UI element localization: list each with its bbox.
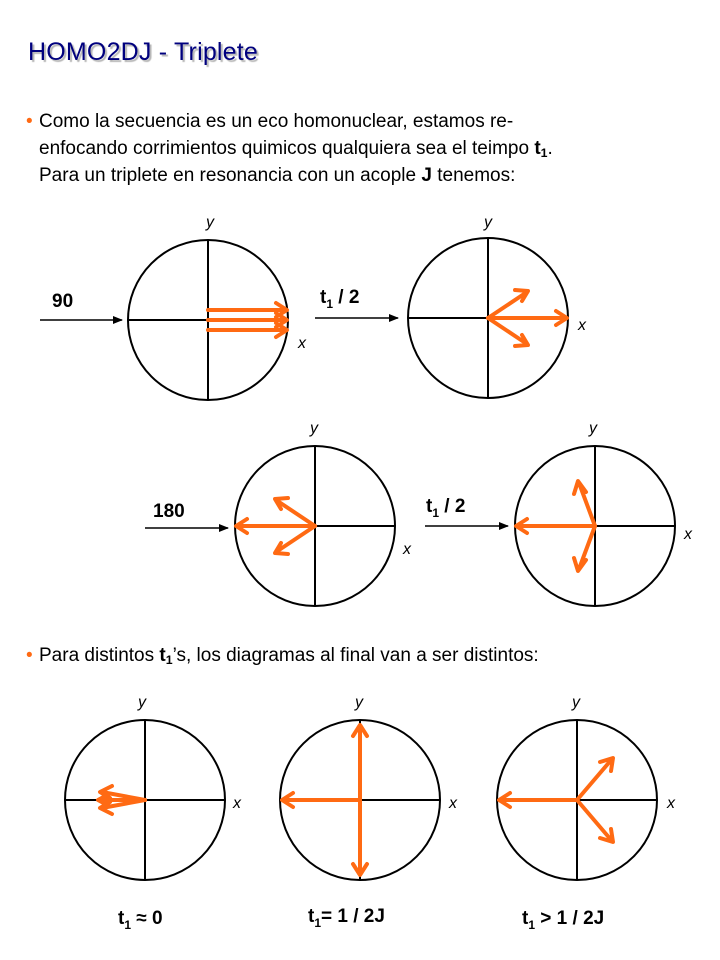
vector-arrow — [208, 303, 287, 317]
vector-arrow — [353, 800, 367, 875]
x-axis-label: x — [298, 335, 306, 352]
x-axis-label: x — [449, 795, 457, 812]
page-title: HOMO2DJ - Triplete — [28, 38, 259, 66]
vectors-result-2 — [282, 725, 367, 875]
x-axis-label: x — [403, 541, 411, 558]
intro-line-3-text: Para un triplete en resonancia con un acople — [39, 165, 422, 186]
result-label-3: $t_1 > 1 / 2J$ — [522, 908, 605, 932]
x-axis-label: x — [233, 795, 241, 812]
bullet-icon: • — [26, 111, 33, 132]
vector-arrow — [353, 725, 367, 800]
intro-line-3-j: J — [421, 165, 432, 186]
x-axis-label: x — [684, 526, 692, 543]
circle-t1-half-b — [515, 420, 693, 606]
circle-result-1 — [65, 694, 242, 880]
intro-line-2-sub: 1 — [540, 146, 548, 160]
vectors-result-1 — [98, 786, 145, 814]
y-axis-label: y — [355, 694, 363, 711]
vector-arrow — [574, 481, 595, 526]
vector-arrow — [100, 800, 145, 814]
y-axis-label: y — [484, 214, 492, 231]
vector-arrow — [516, 519, 595, 533]
second-end: ’s, los diagramas al final van a ser distintos: — [172, 645, 539, 666]
vector-arrow — [499, 793, 577, 807]
y-axis-label: y — [206, 214, 214, 231]
vector-arrow — [577, 758, 613, 800]
second-sub: 1 — [165, 653, 173, 667]
x-axis-label: x — [578, 317, 586, 334]
second-text: Para distintos — [39, 645, 160, 666]
intro-line-2-t: t — [534, 138, 541, 159]
vectors-180 — [236, 498, 315, 554]
vector-arrow — [488, 318, 528, 346]
vector-arrow — [208, 313, 287, 327]
circle-90 — [128, 214, 307, 400]
result-label-2: $t_1= 1 / 2J$ — [308, 906, 385, 930]
vector-arrow — [574, 526, 595, 571]
y-axis-label: y — [572, 694, 580, 711]
x-axis-label: x — [667, 795, 675, 812]
second-t: t — [159, 645, 166, 666]
vector-arrow — [208, 323, 287, 337]
y-axis-label: y — [310, 420, 318, 437]
circle-result-3 — [497, 694, 676, 880]
step-t1-half-label-b: $t_1 / 2$ — [426, 496, 466, 520]
intro-line-1: Como la secuencia es un eco homonuclear, estamos re- — [39, 111, 514, 132]
vector-arrow — [275, 498, 315, 526]
vector-arrow — [488, 290, 528, 318]
vector-arrow — [282, 793, 360, 807]
bullet-icon: • — [26, 645, 33, 666]
vector-arrow — [488, 311, 567, 325]
vectors-90 — [208, 303, 287, 337]
step-t1-half-label-a: $t_1 / 2$ — [320, 287, 360, 311]
circle-result-2 — [280, 694, 458, 880]
result-label-1: $t_1 \approx 0$ — [118, 908, 163, 932]
vectors-t1-half — [488, 290, 567, 346]
vector-arrow — [577, 800, 613, 842]
circle-180 — [235, 420, 412, 606]
step-90-label: 90 — [52, 291, 74, 312]
vectors-refocused — [516, 481, 595, 571]
vector-arrow — [236, 519, 315, 533]
vector-arrow — [275, 526, 315, 554]
intro-line-2-end: . — [547, 138, 553, 159]
y-axis-label: y — [589, 420, 597, 437]
step-180-label: 180 — [153, 501, 185, 522]
circle-t1-half-a — [408, 214, 587, 398]
y-axis-label: y — [138, 694, 146, 711]
intro-line-3-end: tenemos: — [431, 165, 516, 186]
intro-line-2-text: enfocando corrimientos quimicos qualquiera sea el teimpo — [39, 138, 535, 159]
